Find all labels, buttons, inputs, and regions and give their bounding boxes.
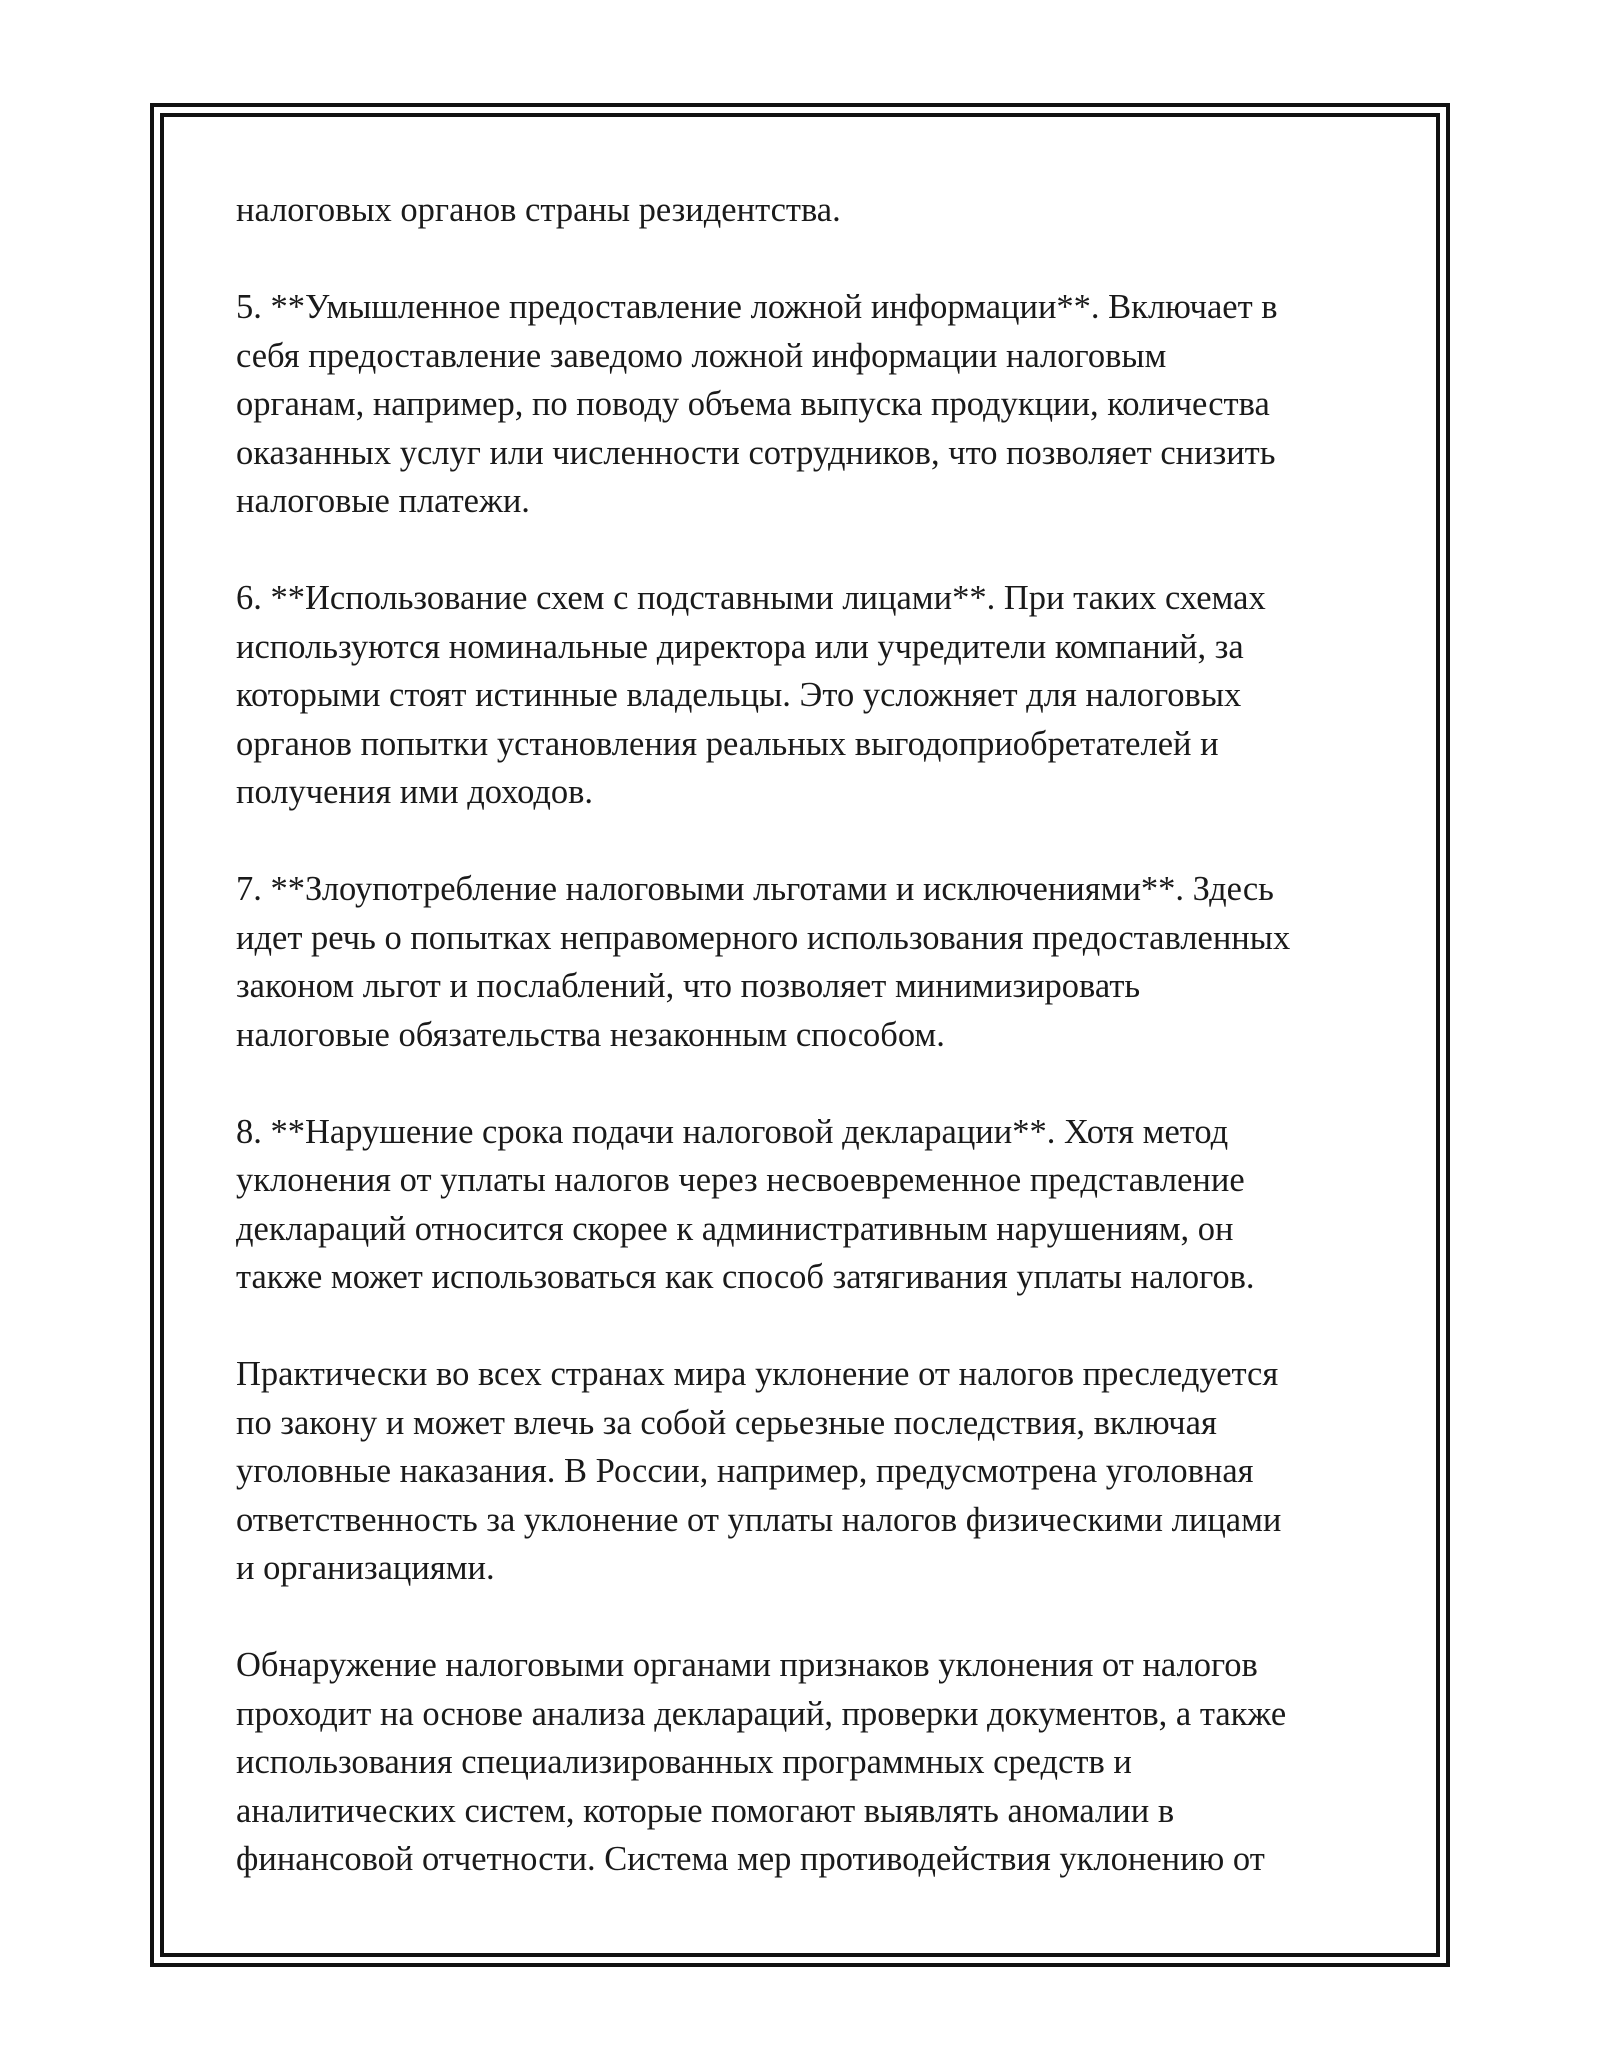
document-body	[236, 186, 1366, 1884]
text-line: 6. **Использование схем с подставными лицами**. При таких схемах	[236, 579, 1266, 617]
text-line: оказанных услуг или численности сотрудников, что позволяет снизить	[236, 433, 1276, 472]
text-line: идет речь о попытках неправомерного использования предоставленных	[236, 918, 1291, 957]
text-line: по закону и может влечь за собой серьезные последствия, включая	[236, 1403, 1217, 1442]
text-line: законом льгот и послаблений, что позволяет минимизировать	[236, 967, 1141, 1005]
paragraph-legal-consequences	[236, 1350, 1366, 1593]
text-line: использования специализированных программных средств и	[236, 1743, 1132, 1781]
text-line: органам, например, по поводу объема выпуска продукции, количества	[236, 385, 1270, 423]
text-line: налоговых органов страны резидентства.	[236, 191, 841, 229]
text-line: 8. **Нарушение срока подачи налоговой декларации**. Хотя метод	[236, 1112, 1229, 1151]
text-line: проходит на основе анализа деклараций, проверки документов, а также	[236, 1694, 1287, 1733]
text-line: получения ими доходов.	[236, 773, 594, 811]
text-line: ответственность за уклонение от уплаты налогов физическими лицами	[236, 1500, 1282, 1539]
paragraph-tax-benefits-abuse	[236, 865, 1366, 1059]
paragraph-filing-deadline	[236, 1108, 1366, 1302]
paragraph-nominee-schemes	[236, 574, 1366, 817]
text-line: используются номинальные директора или учредители компаний, за	[236, 627, 1244, 666]
text-line: органов попытки установления реальных выгодоприобретателей и	[236, 724, 1219, 763]
text-line: Практически во всех странах мира уклонение от налогов преследуется	[236, 1355, 1279, 1393]
text-line: 7. **Злоупотребление налоговыми льготами и исключениями**. Здесь	[236, 870, 1274, 908]
paragraph-residence-end	[236, 186, 1366, 235]
text-line: аналитических систем, которые помогают выявлять аномалии в	[236, 1791, 1175, 1830]
text-line: финансовой отчетности. Система мер противодействия уклонению от	[236, 1840, 1265, 1878]
paragraph-false-information	[236, 283, 1366, 526]
text-line: налоговые платежи.	[236, 482, 530, 520]
text-line: деклараций относится скорее к административным нарушениям, он	[236, 1209, 1234, 1248]
text-line: уголовные наказания. В России, например, предусмотрена уголовная	[236, 1452, 1254, 1490]
text-line: 5. **Умышленное предоставление ложной информации**. Включает в	[236, 288, 1278, 326]
text-line: которыми стоят истинные владельцы. Это усложняет для налоговых	[236, 676, 1242, 714]
text-line: Обнаружение налоговыми органами признаков уклонения от налогов	[236, 1646, 1258, 1684]
paragraph-detection	[236, 1641, 1366, 1884]
text-line: также может использоваться как способ затягивания уплаты налогов.	[236, 1258, 1255, 1296]
text-line: уклонения от уплаты налогов через несвоевременное представление	[236, 1161, 1245, 1199]
text-line: себя предоставление заведомо ложной информации налоговым	[236, 336, 1167, 375]
text-line: и организациями.	[236, 1549, 495, 1587]
text-line: налоговые обязательства незаконным способом.	[236, 1015, 945, 1054]
